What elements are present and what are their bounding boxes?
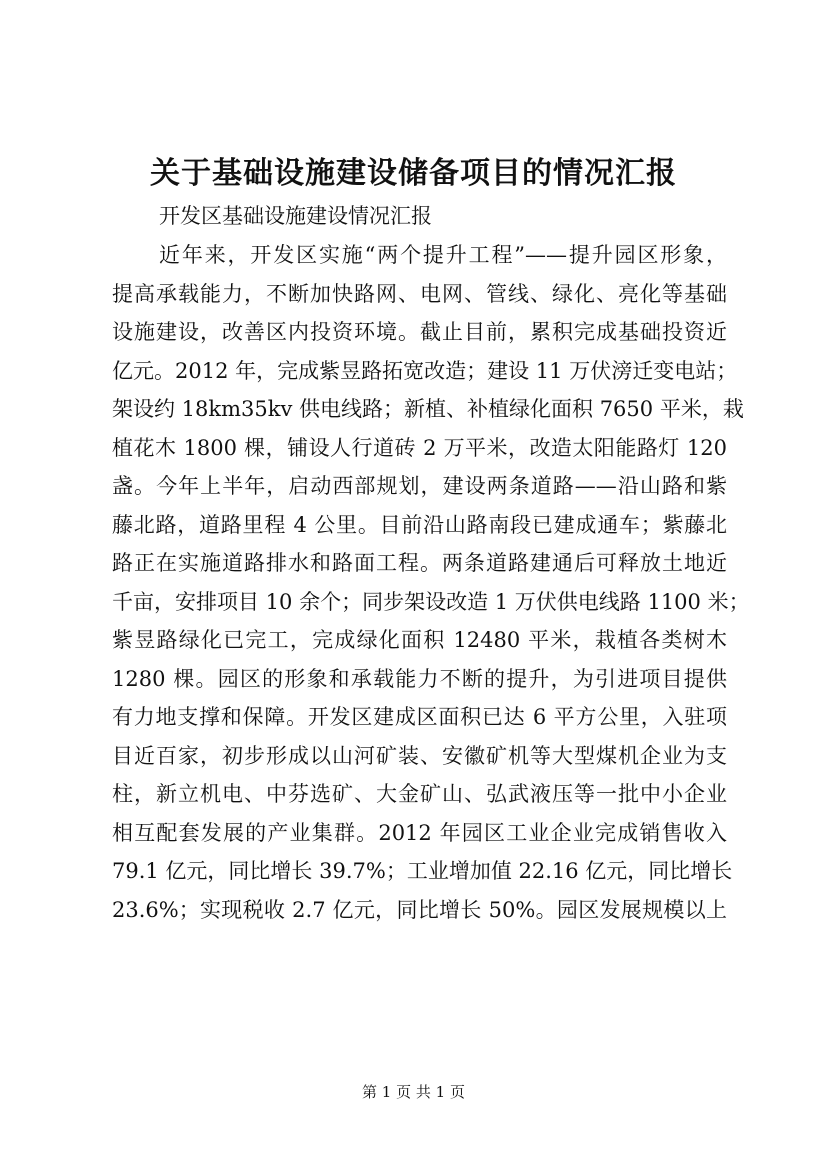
paragraph-line: 紫昱路绿化已完工，完成绿化面积 12480 平米，栽植各类树木 [112, 628, 727, 652]
paragraph-line: 79.1 亿元，同比增长 39.7%；工业增加值 22.16 亿元，同比增长 [112, 859, 733, 883]
paragraph-line: 千亩，安排项目 10 余个；同步架设改造 1 万伏供电线路 1100 米； [112, 589, 750, 614]
paragraph-line: 柱，新立机电、中芬选矿、大金矿山、弘武液压等一批中小企业 [112, 782, 727, 806]
paragraph-line: 盏。今年上半年，启动西部规划，建设两条道路——沿山路和紫 [112, 474, 727, 498]
paragraph-line: 提高承载能力，不断加快路网、电网、管线、绿化、亮化等基础 [112, 281, 727, 306]
paragraph-line: 路正在实施道路排水和路面工程。两条道路建通后可释放土地近 [112, 551, 727, 575]
paragraph-line: 有力地支撑和保障。开发区建成区面积已达 6 平方公里，入驻项 [112, 705, 727, 729]
paragraph-line: 目近百家，初步形成以山河矿装、安徽矿机等大型煤机企业为支 [112, 743, 727, 768]
paragraph-line: 1280 棵。园区的形象和承载能力不断的提升，为引进项目提供 [112, 666, 727, 691]
paragraph-line: 藤北路，道路里程 4 公里。目前沿山路南段已建成通车；紫藤北 [112, 512, 727, 537]
paragraph-line: 相互配套发展的产业集群。2012 年园区工业企业完成销售收入 [112, 820, 727, 845]
page-number-footer: 第 1 页 共 1 页 [362, 1083, 465, 1101]
paragraph-line: 植花木 1800 棵，铺设人行道砖 2 万平米，改造太阳能路灯 120 [112, 435, 727, 460]
paragraph-line: 架设约 18km35kv 供电线路；新植、补植绿化面积 7650 平米，栽 [112, 397, 744, 421]
paragraph-line: 近年来，开发区实施“两个提升工程”——提升园区形象， [159, 243, 727, 267]
paragraph-line: 23.6%；实现税收 2.7 亿元，同比增长 50%。园区发展规模以上 [112, 897, 727, 922]
paragraph-line: 设施建设，改善区内投资环境。截止目前，累积完成基础投资近 [112, 320, 727, 344]
document-subtitle: 开发区基础设施建设情况汇报 [159, 204, 432, 228]
document-body [112, 236, 750, 929]
document-title: 关于基础设施建设储备项目的情况汇报 [150, 156, 677, 191]
paragraph-line: 亿元。2012 年，完成紫昱路拓宽改造；建设 11 万伏滂迁变电站； [112, 358, 738, 383]
